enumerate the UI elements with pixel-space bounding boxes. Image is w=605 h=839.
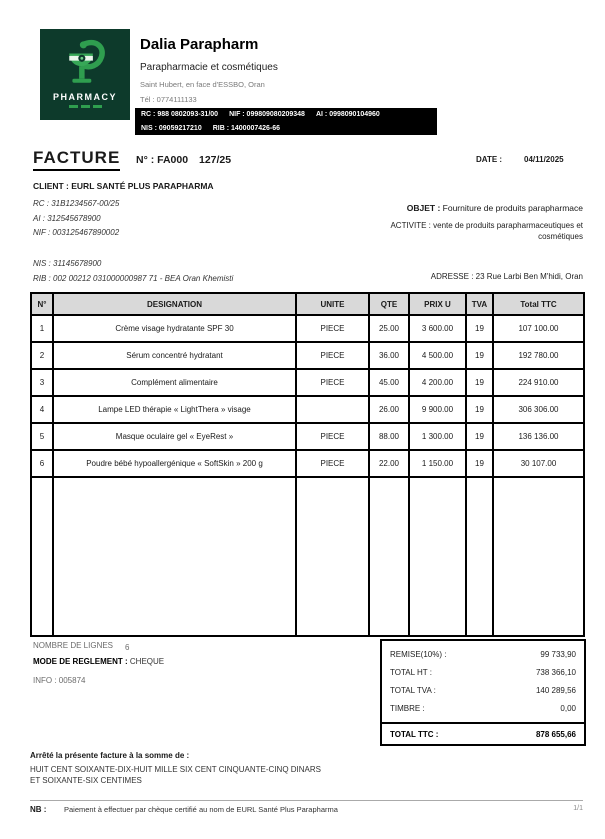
cell-designation: Masque oculaire gel « EyeRest » [53,423,296,450]
total-ttc-row [382,722,584,744]
cell-tva: 19 [466,396,493,423]
page-number: 1/1 [573,805,583,812]
company-address: Saint Hubert, en face d'ESSBO, Oran [140,80,265,89]
cell-total-ttc: 30 107.00 [493,450,584,477]
totals-box [380,639,586,746]
info-line: INFO : 005874 [33,676,86,685]
cell-tva: 19 [466,369,493,396]
cell-unite: PIECE [296,369,369,396]
table-row [31,369,584,396]
pharmacy-bowl-icon [59,37,111,89]
client-nif: NIF : 003125467890002 [33,228,120,237]
cell-tva: 19 [466,450,493,477]
total-label: REMISE(10%) : [390,650,447,659]
total-row-ht [382,668,584,677]
totals-rows [382,641,584,722]
total-label: TIMBRE : [390,704,425,713]
cell-qte: 45.00 [369,369,409,396]
cell-designation: Crème visage hydratante SPF 30 [53,315,296,342]
cell-prix-u: 1 150.00 [409,450,466,477]
total-value: 0,00 [560,704,576,713]
total-ttc-value: 878 655,66 [535,730,576,739]
total-label: TOTAL TVA : [390,686,436,695]
cell-qte: 88.00 [369,423,409,450]
cell-prix-u: 4 500.00 [409,342,466,369]
cell-unite: PIECE [296,450,369,477]
adresse-line: ADRESSE : 23 Rue Larbi Ben M'hidi, Oran [430,272,583,281]
cell-num: 5 [31,423,53,450]
cell-total-ttc: 107 100.00 [493,315,584,342]
cell-num: 4 [31,396,53,423]
cell-unite: PIECE [296,423,369,450]
col-header-total-ttc: Total TTC [493,293,584,315]
arrete-label: Arrêté la présente facture à la somme de : [30,751,190,760]
mode-reglement-value: CHEQUE [129,657,165,666]
col-header-tva: TVA [466,293,493,315]
table-filler-row [31,477,584,636]
col-header-designation: DESIGNATION [53,293,296,315]
cell-total-ttc: 192 780.00 [493,342,584,369]
objet-label: OBJET : [406,203,441,213]
company-phone: Tél : 0774111133 [140,95,197,104]
cell-num: 6 [31,450,53,477]
total-value: 738 366,10 [535,668,576,677]
invoice-number-label: N° : FA000 [136,154,189,166]
nombre-lignes-line [33,641,129,650]
amount-in-words: HUIT CENT SOIXANTE-DIX-HUIT MILLE SIX CENT CINQUANTE-CINQ DINARS ET SOIXANTE-SIX CENTIMES [30,765,321,785]
cell-total-ttc: 306 306.00 [493,396,584,423]
table-row [31,315,584,342]
total-row-remise [382,650,584,659]
cell-num: 2 [31,342,53,369]
logo-tagline [69,105,102,108]
col-header-unite: UNITE [296,293,369,315]
logo-word: PHARMACY [52,92,117,102]
company-rc: RC : 988 0802093-31/00 [141,111,219,118]
objet-line [407,203,583,213]
client-name-line: CLIENT : EURL SANTÉ PLUS PARAPHARMA [33,181,214,191]
items-table [30,292,585,637]
client-nis: NIS : 31145678900 [33,259,102,268]
date-label: DATE : [476,155,503,164]
cell-qte: 25.00 [369,315,409,342]
client-ids-block [33,199,233,288]
cell-unite: PIECE [296,315,369,342]
activite-line: ACTIVITE : vente de produits parapharmaceutiques et cosmétiques [390,221,583,241]
total-ttc-label: TOTAL TTC : [390,730,439,739]
cell-unite [296,396,369,423]
total-value: 140 289,56 [535,686,576,695]
spacer [33,243,233,254]
invoice-number-value: 127/25 [199,154,232,166]
table-row [31,396,584,423]
total-row-tva [382,686,584,695]
cell-tva: 19 [466,342,493,369]
company-ai: AI : 0998090104960 [315,111,380,118]
company-info [140,36,278,104]
company-nis: NIS : 09059217210 [141,125,202,132]
nombre-lignes-value: 6 [125,643,130,652]
client-rc: RC : 31B1234567-00/25 [33,199,120,208]
table-row [31,423,584,450]
company-nif: NIF : 099809080209348 [229,111,305,118]
registry-line-1 [141,111,431,118]
cell-designation: Complément alimentaire [53,369,296,396]
cell-prix-u: 3 600.00 [409,315,466,342]
cell-unite: PIECE [296,342,369,369]
client-ai: AI : 312545678900 [33,213,101,223]
mode-reglement-line [33,657,164,666]
cell-prix-u: 9 900.00 [409,396,466,423]
cell-tva: 19 [466,423,493,450]
date-value: 04/11/2025 [524,155,564,164]
col-header-prix-u: PRIX U [409,293,466,315]
nombre-lignes-label: NOMBRE DE LIGNES [33,641,114,650]
cell-qte: 36.00 [369,342,409,369]
company-subtitle: Parapharmacie et cosmétiques [140,62,278,73]
cell-prix-u: 1 300.00 [409,423,466,450]
footer-divider [30,800,583,801]
registry-line-2 [141,125,431,132]
registry-bar [135,108,437,135]
company-logo [40,29,130,120]
cell-total-ttc: 224 910.00 [493,369,584,396]
invoice-title: FACTURE [33,148,120,171]
cell-designation: Poudre bébé hypoallergénique « SoftSkin » 200 g [53,450,296,477]
table-header-row [31,293,584,315]
cell-designation: Lampe LED thérapie « LightThera » visage [53,396,296,423]
company-rib: RIB : 1400007426-66 [212,125,281,132]
mode-reglement-label: MODE DE REGLEMENT : [33,657,128,666]
cell-total-ttc: 136 136.00 [493,423,584,450]
cell-designation: Sérum concentré hydratant [53,342,296,369]
cell-num: 3 [31,369,53,396]
total-value: 99 733,90 [540,650,576,659]
cell-tva: 19 [466,315,493,342]
cell-qte: 22.00 [369,450,409,477]
client-rib: RIB : 002 00212 031000000987 71 - BEA Oran Khemisti [33,273,234,283]
total-row-timbre [382,704,584,713]
nb-label: NB : [30,805,47,814]
col-header-qte: QTE [369,293,409,315]
cell-num: 1 [31,315,53,342]
objet-value: Fourniture de produits parapharmace [442,203,583,213]
col-header-num: N° [31,293,53,315]
company-name: Dalia Parapharm [140,36,259,53]
total-label: TOTAL HT : [390,668,432,677]
table-row [31,450,584,477]
table-row [31,342,584,369]
cell-prix-u: 4 200.00 [409,369,466,396]
nb-text: Paiement à effectuer par chèque certifié au nom de EURL Santé Plus Parapharma [64,805,338,814]
cell-qte: 26.00 [369,396,409,423]
